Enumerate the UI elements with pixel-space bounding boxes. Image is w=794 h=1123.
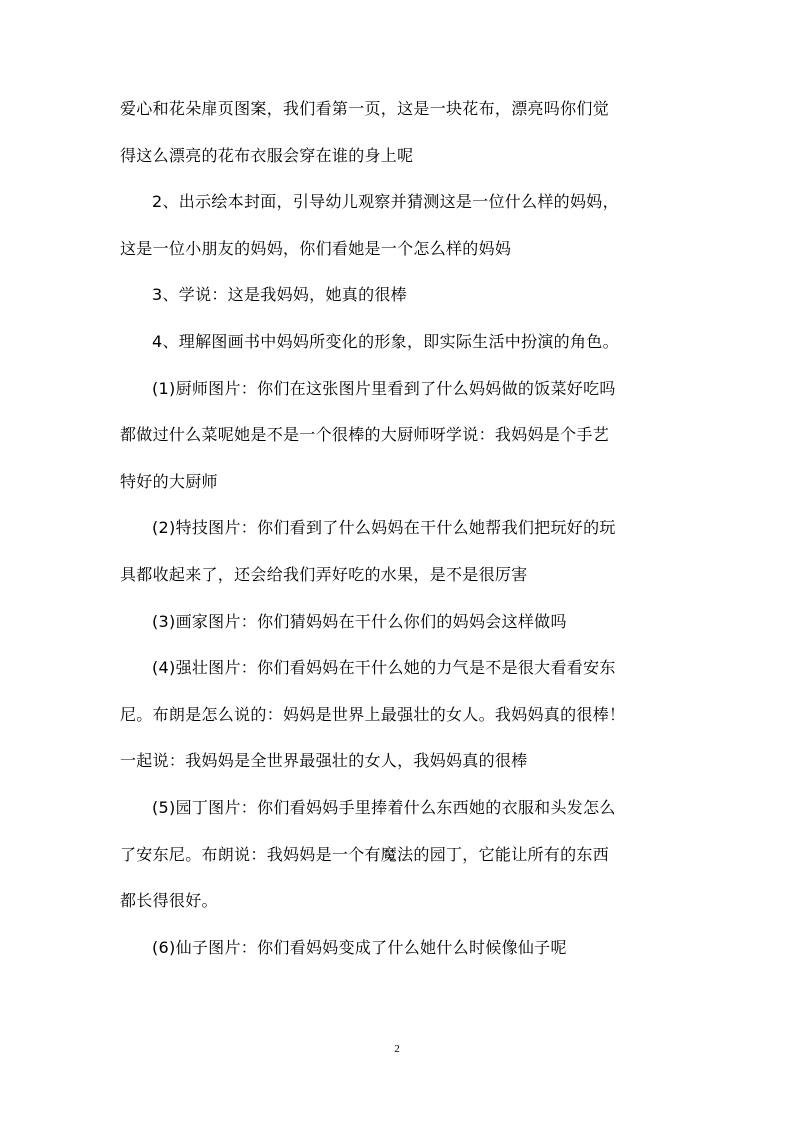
body-text	[120, 86, 680, 971]
text-line: (6)仙子图片：你们看妈妈变成了什么她什么时候像仙子呢	[152, 937, 567, 957]
text-line: 一起说：我妈妈是全世界最强壮的女人，我妈妈真的很棒	[120, 751, 528, 771]
text-line: (3)画家图片：你们猜妈妈在干什么你们的妈妈会这样做吗	[152, 611, 567, 631]
text-line: 2、出示绘本封面，引导幼儿观察并猜测这是一位什么样的妈妈，	[152, 192, 619, 212]
text-line: (4)强壮图片：你们看妈妈在干什么她的力气是不是很大看看安东	[152, 658, 616, 678]
text-line: (1)厨师图片：你们在这张图片里看到了什么妈妈做的饭菜好吃吗	[152, 378, 616, 398]
text-line: 3、学说：这是我妈妈，她真的很棒	[152, 285, 407, 305]
text-line: 都长得很好。	[120, 891, 218, 911]
text-line: 都做过什么菜呢她是不是一个很棒的大厨师呀学说：我妈妈是个手艺	[120, 425, 610, 445]
text-line: 特好的大厨师	[120, 471, 218, 491]
text-line: 尼。布朗是怎么说的：妈妈是世界上最强壮的女人。我妈妈真的很棒！	[120, 704, 626, 724]
text-line: 这是一位小朋友的妈妈，你们看她是一个怎么样的妈妈	[120, 238, 512, 258]
text-line: (2)特技图片：你们看到了什么妈妈在干什么她帮我们把玩好的玩	[152, 518, 616, 538]
text-line: 得这么漂亮的花布衣服会穿在谁的身上呢	[120, 145, 414, 165]
text-line: 4、理解图画书中妈妈所变化的形象，即实际生活中扮演的角色。	[152, 331, 619, 351]
text-line: (5)园丁图片：你们看妈妈手里捧着什么东西她的衣服和头发怎么	[152, 797, 616, 817]
page-number: 2	[394, 1043, 400, 1055]
text-line: 具都收起来了，还会给我们弄好吃的水果，是不是很厉害	[120, 564, 528, 584]
text-line: 爱心和花朵扉页图案，我们看第一页，这是一块花布，漂亮吗你们觉	[120, 99, 610, 118]
text-line: 了安东尼。布朗说：我妈妈是一个有魔法的园丁，它能让所有的东西	[120, 844, 610, 864]
